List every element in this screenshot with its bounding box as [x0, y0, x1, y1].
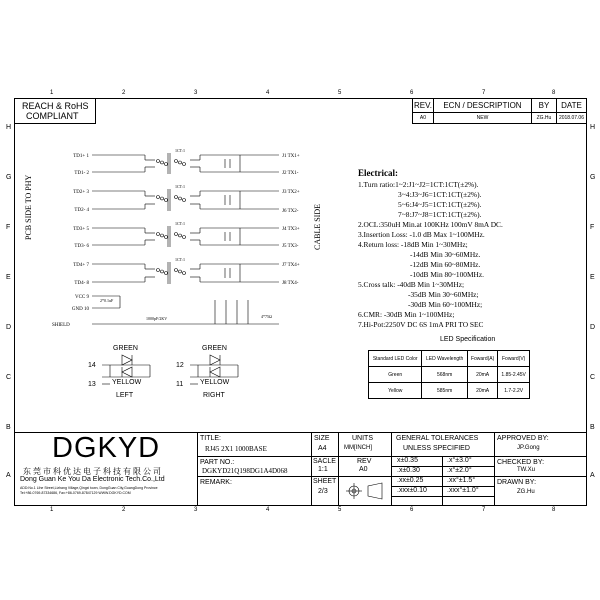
- left-pin-label: TD1- 2: [74, 171, 89, 176]
- right-pin-label: J7 TX4+: [282, 263, 300, 268]
- led-right-pin-bottom: 11: [176, 381, 184, 388]
- left-pin-label: GND 10: [71, 307, 89, 312]
- tolerance-cell: .x±0.30: [397, 467, 420, 474]
- scale-label: SACLE: [313, 458, 336, 465]
- left-pin-label: TD4- 8: [74, 281, 89, 286]
- rev-cell: A0: [413, 113, 434, 124]
- row-letter: G: [590, 174, 596, 181]
- led-header: LED Wavelength: [422, 351, 467, 367]
- electrical-line: -14dB Min 30~60MHz.: [410, 250, 481, 259]
- column-number: 7: [482, 90, 486, 96]
- revision-table: [412, 98, 587, 124]
- rev-header-date: DATE: [556, 99, 586, 113]
- electrical-spec: [358, 168, 583, 330]
- led-spec-title: LED Specification: [440, 336, 496, 343]
- title-value: RJ45 2X1 1000BASE: [205, 445, 267, 453]
- right-pin-label: J5 TX3-: [282, 244, 299, 249]
- electrical-line: 7.Hi-Pot:2250V DC 6S 1mA PRI TO SEC: [358, 320, 484, 329]
- led-cell: Green: [369, 367, 422, 383]
- drawn-label: DRAWN BY:: [497, 479, 537, 486]
- tolerance-cell: .xx°±1.5°: [447, 477, 476, 484]
- projection-symbol-icon: [342, 480, 388, 502]
- row-letter: D: [590, 324, 596, 331]
- column-number: 6: [410, 507, 414, 513]
- row-letter: H: [6, 124, 12, 131]
- right-pin-label: J2 TX1-: [282, 171, 299, 176]
- led-cell: Yellow: [369, 383, 422, 399]
- schematic-diagram: [50, 140, 325, 340]
- right-pin-label: J8 TX4-: [282, 281, 299, 286]
- rev-cell: ZG.Hu: [531, 113, 556, 124]
- checked-value: TW.Xu: [517, 467, 536, 473]
- ratio-label: 1CT:1: [174, 257, 186, 262]
- led-left-top-color: GREEN: [113, 345, 138, 352]
- compliance-line1: REACH & RoHS: [22, 101, 89, 111]
- electrical-line: 3.Insertion Loss: -1.0 dB Max 1~100MHz.: [358, 230, 485, 239]
- row-letter: B: [590, 424, 595, 431]
- left-pin-label: TD2- 4: [74, 208, 89, 213]
- column-number: 4: [266, 507, 270, 513]
- units-value: MM[INCH]: [344, 445, 372, 451]
- electrical-line: 7~8:J7~J8=1CT:1CT(±2%).: [398, 210, 482, 219]
- row-letter: E: [590, 274, 595, 281]
- led-right-bottom-color: YELLOW: [200, 379, 230, 386]
- column-number: 5: [338, 507, 342, 513]
- column-number: 1: [50, 507, 54, 513]
- led-left-pin-bottom: 13: [88, 381, 96, 388]
- approved-value: JP.Gong: [517, 445, 540, 451]
- led-header: Standard LED Color: [369, 351, 422, 367]
- electrical-line: -35dB Min 30~60MHz;: [408, 290, 479, 299]
- vcc-cap-label: 2*0.1uF: [100, 298, 114, 303]
- electrical-title: Electrical:: [358, 168, 398, 178]
- led-spec-table: [368, 350, 530, 399]
- sheet-label: SHEET: [313, 478, 337, 485]
- size-label: SIZE: [314, 435, 330, 442]
- sheet-value: 2/3: [318, 488, 328, 495]
- electrical-line: 6.CMR: -30dB Min 1~100MHz;: [358, 310, 455, 319]
- right-pin-label: J1 TX1+: [282, 154, 300, 159]
- part-label: PART NO.:: [200, 459, 235, 466]
- row-letter: C: [590, 374, 596, 381]
- led-right-label: RIGHT: [203, 392, 225, 399]
- res-label: 4*75Ω: [261, 314, 272, 319]
- column-number: 2: [122, 507, 126, 513]
- left-pin-label: VCC 9: [74, 295, 89, 300]
- pcb-side-label: PCB SIDE TO PHY: [24, 174, 33, 240]
- row-letter: D: [6, 324, 12, 331]
- company-logo: DGKYD: [52, 432, 161, 464]
- shield-label: SHIELD: [52, 323, 70, 328]
- compliance-box: [14, 98, 96, 124]
- company-address: ADD:No.1 Lihe Street,Lizhang Village,Qingxi town, DongGuan City,GuangDong Province: [20, 486, 158, 490]
- left-pin-label: TD1+ 1: [73, 154, 89, 159]
- electrical-line: 5.Cross talk: -40dB Min 1~30MHz;: [358, 280, 465, 289]
- electrical-line: 5~6:J4~J5=1CT:1CT(±2%).: [398, 200, 482, 209]
- electrical-line: -12dB Min 60~80MHz.: [410, 260, 481, 269]
- tolerance-cell: .xxx°±1.0°: [447, 487, 479, 494]
- left-pin-label: TD3+ 5: [73, 227, 89, 232]
- right-pin-label: J3 TX2+: [282, 190, 300, 195]
- part-value: DGKYD21Q198DG1A4D068: [202, 467, 288, 475]
- column-number: 7: [482, 507, 486, 513]
- row-letter: B: [6, 424, 11, 431]
- company-name-en: Dong Guan Ke You Da Electronic Tech.Co.,Ltd: [20, 476, 165, 483]
- column-number: 8: [552, 90, 556, 96]
- column-number: 6: [410, 90, 414, 96]
- left-pin-label: TD4+ 7: [73, 263, 89, 268]
- electrical-line: 4.Return loss: -18dB Min 1~30MHz;: [358, 240, 468, 249]
- right-pin-label: J4 TX3+: [282, 227, 300, 232]
- row-letter: G: [6, 174, 12, 181]
- column-number: 3: [194, 507, 198, 513]
- electrical-line: 1.Turn ratio:1~2:J1~J2=1CT:1CT(±2%).: [358, 180, 479, 189]
- cable-side-label: CABLE SIDE: [313, 204, 322, 250]
- led-cell: 20mA: [467, 383, 497, 399]
- electrical-line: 3~4:J3~J6=1CT:1CT(±2%).: [398, 190, 482, 199]
- electrical-line: -30dB Min 60~100MHz;: [408, 300, 483, 309]
- remark-label: REMARK:: [200, 479, 232, 486]
- rev-header-desc: ECN / DESCRIPTION: [433, 99, 531, 113]
- led-left-label: LEFT: [116, 392, 134, 399]
- column-number: 2: [122, 90, 126, 96]
- approved-label: APPROVED BY:: [497, 435, 549, 442]
- rev-label: REV: [357, 458, 372, 465]
- tolerance-title-2: UNLESS SPECIFIED: [403, 445, 470, 452]
- row-letter: F: [6, 224, 11, 231]
- ratio-label: 1CT:1: [174, 184, 186, 189]
- led-cell: 20mA: [467, 367, 497, 383]
- cap-label: 1000pF/2KV: [146, 316, 168, 321]
- tolerance-cell: .x°±2.0°: [447, 467, 472, 474]
- led-left-pin-top: 14: [88, 362, 96, 369]
- led-header: Foward(V): [498, 351, 530, 367]
- led-header: Foward(A): [467, 351, 497, 367]
- scale-value: 1:1: [318, 466, 328, 473]
- led-right-pin-top: 12: [176, 362, 184, 369]
- tolerance-cell: .xx±0.25: [397, 477, 424, 484]
- rev-cell: 2018.07.06: [556, 113, 586, 124]
- checked-label: CHECKED BY:: [497, 459, 545, 466]
- tolerance-cell: .x°±3.0°: [447, 457, 472, 464]
- row-letter: H: [590, 124, 596, 131]
- row-letter: E: [6, 274, 11, 281]
- left-pin-label: TD2+ 3: [73, 190, 89, 195]
- led-diagram: [80, 340, 250, 402]
- tolerance-cell: x±0.35: [397, 457, 418, 464]
- led-cell: 1.7-2.2V: [498, 383, 530, 399]
- led-right: [176, 345, 238, 399]
- size-value: A4: [318, 445, 327, 452]
- row-letter: A: [590, 472, 595, 479]
- title-label: TITLE:: [200, 435, 222, 442]
- rev-header-rev: REV.: [413, 99, 434, 113]
- led-left: [88, 345, 150, 399]
- ratio-label: 1CT:1: [174, 221, 186, 226]
- column-number: 5: [338, 90, 342, 96]
- drawn-value: ZG.Hu: [517, 489, 535, 495]
- company-name-cn: 东莞市科优达电子科技有限公司: [23, 467, 163, 476]
- company-contact: Tel:+86-0769-87334686, Fax:+86-0769-87847129 WWW.DGKYD.COM: [20, 491, 131, 495]
- units-label: UNITS: [352, 435, 373, 442]
- row-letter: C: [6, 374, 12, 381]
- tolerance-cell: .xxx±0.10: [397, 487, 427, 494]
- electrical-line: -10dB Min 80~100MHz.: [410, 270, 485, 279]
- rev-cell: NEW: [433, 113, 531, 124]
- row-letter: A: [6, 472, 11, 479]
- ratio-label: 1CT:1: [174, 148, 186, 153]
- led-cell: 568nm: [422, 367, 467, 383]
- led-right-top-color: GREEN: [202, 345, 227, 352]
- right-pin-label: J6 TX2-: [282, 209, 299, 214]
- left-pin-label: TD3- 6: [74, 244, 89, 249]
- led-left-bottom-color: YELLOW: [112, 379, 142, 386]
- led-cell: 1.85-2.45V: [498, 367, 530, 383]
- electrical-line: 2.OCL:350uH Min.at 100KHz 100mV 8mA DC.: [358, 220, 503, 229]
- column-number: 4: [266, 90, 270, 96]
- column-number: 8: [552, 507, 556, 513]
- row-letter: F: [590, 224, 595, 231]
- rev-header-by: BY: [531, 99, 556, 113]
- column-number: 1: [50, 90, 54, 96]
- tolerance-title-1: GENERAL TOLERANCES: [396, 435, 479, 442]
- compliance-line2: COMPLIANT: [26, 111, 79, 121]
- column-number: 3: [194, 90, 198, 96]
- led-cell: 585nm: [422, 383, 467, 399]
- rev-value: A0: [359, 466, 368, 473]
